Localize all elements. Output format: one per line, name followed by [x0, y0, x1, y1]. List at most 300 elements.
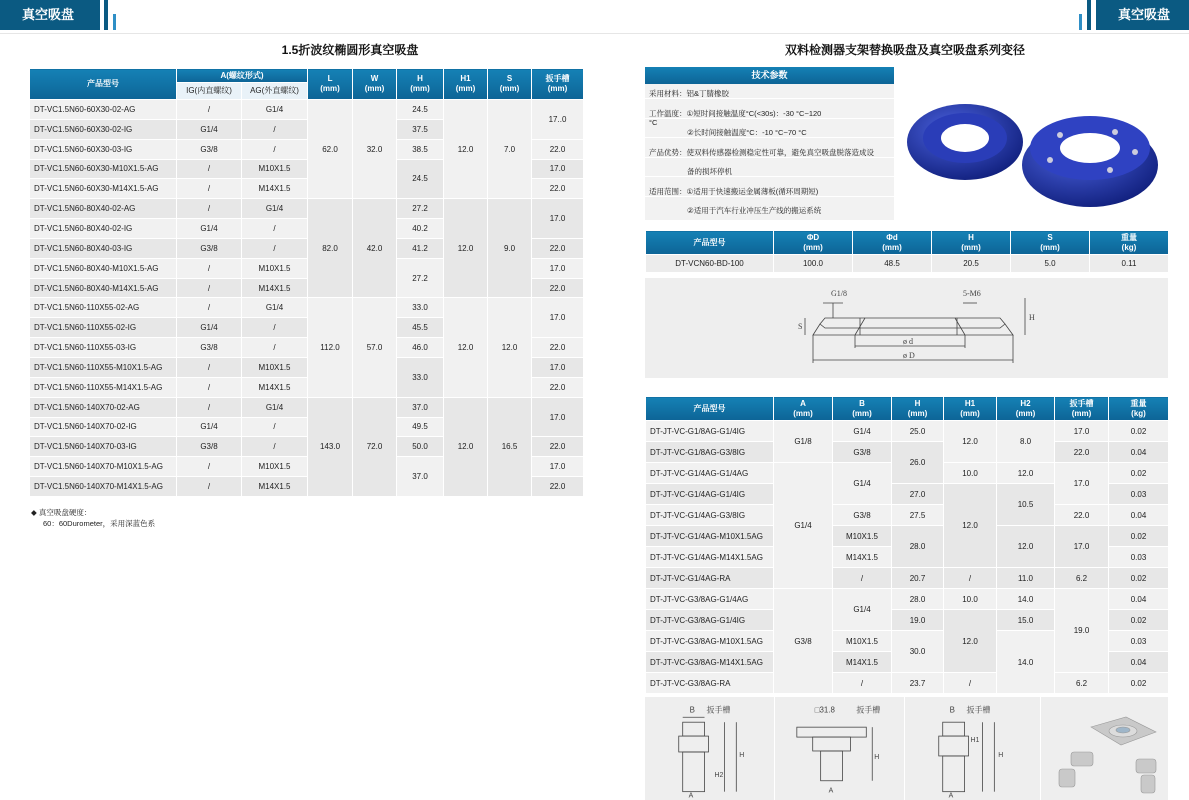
wrench-cell: 22.0 — [1055, 505, 1109, 526]
h1-cell: 12.0 — [444, 100, 488, 199]
h1-cell: 12.0 — [444, 397, 488, 496]
model-cell: DT-VC1.5N60-80X40-02-AG — [30, 199, 177, 219]
wrench-cell: 17.0 — [1055, 421, 1109, 442]
ag-cell: / — [242, 318, 308, 338]
b-cell: G1/4 — [833, 589, 892, 631]
h1-cell: 10.0 — [944, 589, 997, 610]
wrench-cell: 22.0 — [532, 437, 584, 457]
reducer-table — [645, 396, 1169, 694]
wrench-cell: 17..0 — [532, 100, 584, 140]
weight-cell: 0.02 — [1109, 463, 1169, 484]
mid-col-header — [932, 231, 1011, 255]
h-cell: 20.7 — [892, 568, 944, 589]
h-cell: 38.5 — [397, 139, 444, 159]
table-row — [646, 568, 1169, 589]
hardness-notes — [31, 507, 155, 529]
label-d-small: ø d — [903, 337, 913, 346]
spec-usage-2: ②适用于汽车行业冲压生产线的搬运系统 — [687, 206, 822, 215]
weight-cell: 0.02 — [1109, 610, 1169, 631]
section-tag-left: 真空吸盘 — [0, 0, 100, 30]
weight-cell: 0.04 — [1109, 589, 1169, 610]
model-cell: DT-VC1.5N60-110X55-02-AG — [30, 298, 177, 318]
model-cell: DT-VC1.5N60-80X40-M14X1.5-AG — [30, 278, 177, 298]
table-row — [646, 442, 1169, 463]
weight-cell: 0.03 — [1109, 631, 1169, 652]
diamond-bullet-icon: ◆ — [31, 508, 37, 517]
h2-cell: 10.5 — [997, 484, 1055, 526]
model-cell: DT-VC1.5N60-140X70-M14X1.5-AG — [30, 477, 177, 497]
bellows-cup-table — [29, 68, 584, 497]
mid-cell: 0.11 — [1090, 255, 1169, 273]
ig-cell: G1/4 — [177, 417, 242, 437]
ag-cell: M10X1.5 — [242, 258, 308, 278]
label-a: A — [948, 792, 954, 800]
model-cell: DT-JT-VC-G1/4AG-G1/4AG — [646, 463, 774, 484]
col-h: H (mm) — [397, 69, 444, 100]
header-text: 扳手槽 — [1069, 398, 1094, 408]
model-cell: DT-VC1.5N60-140X70-03-IG — [30, 437, 177, 457]
wrench-cell: 6.2 — [1055, 568, 1109, 589]
wrench-cell: 17.0 — [532, 397, 584, 437]
h2-cell: 14.0 — [997, 589, 1055, 610]
table-row — [646, 526, 1169, 547]
model-cell: DT-JT-VC-G1/4AG-M10X1.5AG — [646, 526, 774, 547]
model-cell: DT-VC1.5N60-80X40-M10X1.5-AG — [30, 258, 177, 278]
spec-usage: 适用范围：①适用于快速搬运金属薄板(循环周期短) — [645, 187, 894, 197]
ag-cell: / — [242, 417, 308, 437]
bot-col-header — [1109, 397, 1169, 421]
label-h: H — [739, 751, 745, 759]
ag-cell: G1/4 — [242, 100, 308, 120]
header-unit: (kg) — [1121, 242, 1137, 252]
col-model: 产品型号 — [30, 69, 177, 100]
label-h: H — [874, 753, 880, 761]
table-row — [30, 100, 584, 120]
weight-cell: 0.02 — [1109, 526, 1169, 547]
h-cell: 33.0 — [397, 357, 444, 397]
h-cell: 24.5 — [397, 100, 444, 120]
ag-cell: M10X1.5 — [242, 457, 308, 477]
b-cell: G3/8 — [833, 442, 892, 463]
weight-cell: 0.04 — [1109, 442, 1169, 463]
h-cell: 49.5 — [397, 417, 444, 437]
reducer-drawing-ag — [645, 697, 775, 800]
mid-cell: 48.5 — [853, 255, 932, 273]
tech-spec-header: 技术参数 — [645, 67, 894, 84]
header-unit: (mm) — [961, 242, 981, 252]
ig-cell: G3/8 — [177, 139, 242, 159]
ag-cell: / — [242, 219, 308, 239]
header-unit: (mm) — [1071, 408, 1092, 418]
model-cell: DT-VC1.5N60-60X30-M10X1.5-AG — [30, 159, 177, 179]
ag-cell: / — [242, 139, 308, 159]
ag-cell: M14X1.5 — [242, 278, 308, 298]
ig-cell: / — [177, 457, 242, 477]
a-cell: G3/8 — [774, 589, 833, 694]
mid-col-header — [774, 231, 853, 255]
model-cell: DT-JT-VC-G1/4AG-M14X1.5AG — [646, 547, 774, 568]
mid-col-header — [1011, 231, 1090, 255]
mid-cell: 5.0 — [1011, 255, 1090, 273]
table-row — [646, 673, 1169, 694]
weight-cell: 0.04 — [1109, 505, 1169, 526]
h-cell: 28.0 — [892, 526, 944, 568]
spec-advantage: 产品优势：使双料传感器检测稳定性可靠，避免真空吸盘脱落造成设 — [645, 148, 894, 158]
b-cell: M14X1.5 — [833, 547, 892, 568]
s-cell: 7.0 — [488, 100, 532, 199]
b-cell: / — [833, 568, 892, 589]
header-text: S — [1047, 232, 1053, 242]
b-cell: G1/4 — [833, 421, 892, 442]
mid-col-header — [646, 231, 774, 255]
ag-cell: G1/4 — [242, 298, 308, 318]
wrench-cell: 17.0 — [1055, 526, 1109, 568]
a-cell: G1/8 — [774, 421, 833, 463]
model-cell: DT-VC1.5N60-80X40-03-IG — [30, 238, 177, 258]
header-unit: (mm) — [793, 408, 813, 418]
header-text: 重量 — [1130, 398, 1147, 408]
bot-col-header — [774, 397, 833, 421]
bot-col-header — [997, 397, 1055, 421]
label-wrench: 扳手槽 — [706, 705, 731, 715]
bd-cup-drawing — [645, 278, 1168, 378]
header-text: Φd — [886, 232, 898, 242]
ig-cell: G3/8 — [177, 238, 242, 258]
header-unit: (mm) — [882, 242, 902, 252]
col-h1: H1 (mm) — [444, 69, 488, 100]
header-text: H2 — [1020, 398, 1031, 408]
col-w: W (mm) — [353, 69, 397, 100]
col-ag: AG(外直螺纹) — [242, 83, 308, 100]
model-cell: DT-VC1.5N60-140X70-02-IG — [30, 417, 177, 437]
l-cell: 82.0 — [308, 199, 353, 298]
ig-cell: / — [177, 199, 242, 219]
wrench-cell: 6.2 — [1055, 673, 1109, 694]
col-thread-group: A(螺纹形式) — [177, 69, 308, 83]
label-h2: H2 — [714, 771, 724, 779]
weight-cell: 0.02 — [1109, 568, 1169, 589]
h-cell: 37.0 — [397, 397, 444, 417]
table-row — [646, 505, 1169, 526]
reducer-drawings — [645, 697, 1168, 800]
model-cell: DT-VC1.5N60-60X30-02-IG — [30, 119, 177, 139]
h-cell: 23.7 — [892, 673, 944, 694]
ig-cell: / — [177, 258, 242, 278]
b-cell: / — [833, 673, 892, 694]
h-cell: 25.0 — [892, 421, 944, 442]
ag-cell: / — [242, 437, 308, 457]
h2-cell: 14.0 — [997, 631, 1055, 694]
table-row — [646, 421, 1169, 442]
header-text: H — [914, 398, 921, 408]
b-cell: M10X1.5 — [833, 526, 892, 547]
b-cell: G1/4 — [833, 463, 892, 505]
h-cell: 45.5 — [397, 318, 444, 338]
b-cell: G3/8 — [833, 505, 892, 526]
mid-cell: 100.0 — [774, 255, 853, 273]
h-cell: 46.0 — [397, 338, 444, 358]
h-cell: 30.0 — [892, 631, 944, 673]
wrench-cell: 19.0 — [1055, 589, 1109, 673]
ig-cell: G1/4 — [177, 318, 242, 338]
wrench-cell: 22.0 — [532, 477, 584, 497]
h1-cell: 12.0 — [944, 484, 997, 568]
col-wrench: 扳手槽 (mm) — [532, 69, 584, 100]
spec-material: 采用材料：铝&丁腈橡胶 — [645, 89, 894, 99]
h1-cell: 12.0 — [944, 421, 997, 463]
weight-cell: 0.03 — [1109, 547, 1169, 568]
header-unit: (mm) — [1040, 242, 1060, 252]
reducer-drawing-ig — [905, 697, 1041, 800]
tag-decor-bar — [104, 0, 108, 30]
label-h1: H1 — [970, 737, 980, 745]
header-unit: (kg) — [1131, 408, 1146, 418]
label-m6: 5-M6 — [963, 289, 981, 298]
h-cell: 27.5 — [892, 505, 944, 526]
left-page-title: 1.5折波纹椭圆形真空吸盘 — [281, 43, 419, 57]
header-text: H1 — [964, 398, 976, 408]
right-page-title: 双料检测器支架替换吸盘及真空吸盘系列变径 — [784, 43, 1025, 57]
mid-col-header — [853, 231, 932, 255]
h-cell: 24.5 — [397, 159, 444, 199]
wrench-cell: 17.0 — [1055, 463, 1109, 505]
h2-cell: 8.0 — [997, 421, 1055, 463]
mid-col-header — [1090, 231, 1169, 255]
h1-cell: / — [944, 673, 997, 694]
header-text: H — [968, 232, 974, 242]
tag-decor-bar — [113, 14, 116, 30]
model-cell: DT-JT-VC-G3/8AG-M14X1.5AG — [646, 652, 774, 673]
ig-cell: G1/4 — [177, 219, 242, 239]
mid-cell: 20.5 — [932, 255, 1011, 273]
model-cell: DT-JT-VC-G3/8AG-RA — [646, 673, 774, 694]
model-cell: DT-VC1.5N60-110X55-02-IG — [30, 318, 177, 338]
l-cell: 62.0 — [308, 100, 353, 199]
ig-cell: G3/8 — [177, 338, 242, 358]
label-g18: G1/8 — [831, 289, 847, 298]
tech-spec-box — [645, 67, 894, 220]
label-s: S — [798, 322, 803, 331]
ag-cell: M10X1.5 — [242, 357, 308, 377]
ag-cell: / — [242, 338, 308, 358]
bot-col-header — [646, 397, 774, 421]
wrench-cell: 22.0 — [532, 278, 584, 298]
ig-cell: G1/4 — [177, 119, 242, 139]
header-unit: (mm) — [960, 408, 980, 418]
bot-col-header — [944, 397, 997, 421]
reducer-product-photo — [1041, 697, 1168, 800]
ag-cell: / — [242, 119, 308, 139]
header-text: 产品型号 — [693, 403, 726, 413]
weight-cell: 0.04 — [1109, 652, 1169, 673]
model-cell: DT-VC1.5N60-140X70-M10X1.5-AG — [30, 457, 177, 477]
spec-temp-unit: °C — [649, 118, 658, 127]
h-cell: 28.0 — [892, 589, 944, 610]
h-cell: 40.2 — [397, 219, 444, 239]
ig-cell: / — [177, 159, 242, 179]
model-cell: DT-JT-VC-G1/4AG-RA — [646, 568, 774, 589]
col-l: L (mm) — [308, 69, 353, 100]
h-cell: 27.0 — [892, 484, 944, 505]
label-square: □31.8 — [814, 705, 835, 715]
model-cell: DT-JT-VC-G1/4AG-G3/8IG — [646, 505, 774, 526]
h1-cell: 10.0 — [944, 463, 997, 484]
header-unit: (mm) — [1015, 408, 1036, 418]
b-cell: M14X1.5 — [833, 652, 892, 673]
table-row — [30, 298, 584, 318]
model-cell: DT-JT-VC-G3/8AG-G1/4AG — [646, 589, 774, 610]
header-text: ΦD — [806, 232, 820, 242]
ig-cell: / — [177, 397, 242, 417]
suction-cup-photo — [900, 70, 1170, 215]
wrench-cell: 22.0 — [532, 238, 584, 258]
spec-advantage-cont: 备的损坏停机 — [645, 167, 894, 177]
model-cell: DT-JT-VC-G3/8AG-G1/4IG — [646, 610, 774, 631]
ig-cell: / — [177, 377, 242, 397]
wrench-cell: 22.0 — [532, 377, 584, 397]
ag-cell: M14X1.5 — [242, 477, 308, 497]
note-line: 真空吸盘硬度： — [38, 508, 92, 517]
weight-cell: 0.02 — [1109, 421, 1169, 442]
model-cell: DT-VC1.5N60-110X55-03-IG — [30, 338, 177, 358]
wrench-cell: 17.0 — [532, 258, 584, 278]
label-h: H — [1029, 313, 1035, 322]
spec-temp-short: 工作温度：①短时间接触温度°C(<30s)：-30 °C~120 — [645, 109, 894, 119]
label-wrench: 扳手槽 — [856, 705, 881, 715]
label-d-big: ø D — [903, 351, 915, 360]
note-line: 60：60Durometer，采用深蓝色系 — [43, 519, 156, 528]
label-h: H — [998, 751, 1004, 759]
h1-cell: 12.0 — [944, 610, 997, 673]
ag-cell: / — [242, 238, 308, 258]
wrench-cell: 22.0 — [532, 139, 584, 159]
header-text: B — [859, 398, 865, 408]
h-cell: 50.0 — [397, 437, 444, 457]
header-text: A — [800, 398, 806, 408]
header-text: 重量 — [1121, 232, 1137, 242]
w-cell: 57.0 — [353, 298, 397, 397]
model-cell: DT-VC1.5N60-60X30-M14X1.5-AG — [30, 179, 177, 199]
h-cell: 33.0 — [397, 298, 444, 318]
header-divider — [0, 33, 1189, 34]
header-unit: (mm) — [907, 408, 928, 418]
label-b: B — [949, 705, 955, 715]
wrench-cell: 17.0 — [532, 159, 584, 179]
ag-cell: M14X1.5 — [242, 377, 308, 397]
l-cell: 112.0 — [308, 298, 353, 397]
wrench-cell: 17.0 — [532, 357, 584, 377]
w-cell: 72.0 — [353, 397, 397, 496]
ag-cell: G1/4 — [242, 397, 308, 417]
h1-cell: 12.0 — [444, 199, 488, 298]
bot-col-header — [833, 397, 892, 421]
h-cell: 37.0 — [397, 457, 444, 497]
h-cell: 27.2 — [397, 258, 444, 298]
header-unit: (mm) — [852, 408, 872, 418]
label-a: A — [828, 787, 834, 795]
ig-cell: / — [177, 298, 242, 318]
model-cell: DT-VC1.5N60-110X55-M14X1.5-AG — [30, 377, 177, 397]
bot-col-header — [892, 397, 944, 421]
model-cell: DT-VC1.5N60-140X70-02-AG — [30, 397, 177, 417]
spec-temp-long: ②长时间接触温度°C：-10 °C~70 °C — [645, 128, 894, 138]
w-cell: 32.0 — [353, 100, 397, 199]
tag-decor-bar — [1079, 14, 1082, 30]
ag-cell: G1/4 — [242, 199, 308, 219]
label-b: B — [689, 705, 695, 715]
ig-cell: / — [177, 100, 242, 120]
ig-cell: G3/8 — [177, 437, 242, 457]
tag-decor-bar — [1087, 0, 1091, 30]
wrench-cell: 17.0 — [532, 457, 584, 477]
s-cell: 16.5 — [488, 397, 532, 496]
table-row — [646, 589, 1169, 610]
wrench-cell: 17.0 — [532, 199, 584, 239]
ag-cell: M10X1.5 — [242, 159, 308, 179]
model-cell: DT-JT-VC-G1/8AG-G3/8IG — [646, 442, 774, 463]
header-text: 产品型号 — [693, 237, 726, 247]
ig-cell: / — [177, 278, 242, 298]
table-row — [30, 199, 584, 219]
h1-cell: 12.0 — [444, 298, 488, 397]
s-cell: 12.0 — [488, 298, 532, 397]
weight-cell: 0.03 — [1109, 484, 1169, 505]
ag-cell: M14X1.5 — [242, 179, 308, 199]
s-cell: 9.0 — [488, 199, 532, 298]
h-cell: 27.2 — [397, 199, 444, 219]
model-cell: DT-VC1.5N60-110X55-M10X1.5-AG — [30, 357, 177, 377]
col-s: S (mm) — [488, 69, 532, 100]
header-unit: (mm) — [803, 242, 823, 252]
h2-cell: 12.0 — [997, 526, 1055, 568]
a-cell: G1/4 — [774, 463, 833, 589]
col-ig: IG(内直螺纹) — [177, 83, 242, 100]
weight-cell: 0.02 — [1109, 673, 1169, 694]
model-cell: DT-VC1.5N60-60X30-03-IG — [30, 139, 177, 159]
model-cell: DT-JT-VC-G1/4AG-G1/4IG — [646, 484, 774, 505]
w-cell: 42.0 — [353, 199, 397, 298]
h-cell: 37.5 — [397, 119, 444, 139]
wrench-cell: 22.0 — [532, 338, 584, 358]
section-tag-right: 真空吸盘 — [1096, 0, 1189, 30]
ig-cell: / — [177, 477, 242, 497]
model-cell: DT-JT-VC-G1/8AG-G1/4IG — [646, 421, 774, 442]
wrench-cell: 22.0 — [532, 179, 584, 199]
wrench-cell: 17.0 — [532, 298, 584, 338]
h-cell: 19.0 — [892, 610, 944, 631]
bot-col-header — [1055, 397, 1109, 421]
model-cell: DT-VC1.5N60-60X30-02-AG — [30, 100, 177, 120]
h-cell: 41.2 — [397, 238, 444, 258]
model-cell: DT-JT-VC-G3/8AG-M10X1.5AG — [646, 631, 774, 652]
bd-cup-table — [645, 230, 1169, 273]
table-row — [30, 397, 584, 417]
h2-cell: 15.0 — [997, 610, 1055, 631]
model-cell: DT-VC1.5N60-80X40-02-IG — [30, 219, 177, 239]
wrench-cell: 22.0 — [1055, 442, 1109, 463]
b-cell: M10X1.5 — [833, 631, 892, 652]
h1-cell: / — [944, 568, 997, 589]
h-cell: 26.0 — [892, 442, 944, 484]
ig-cell: / — [177, 179, 242, 199]
label-wrench: 扳手槽 — [966, 705, 991, 715]
ig-cell: / — [177, 357, 242, 377]
h2-cell: 11.0 — [997, 568, 1055, 589]
h2-cell: 12.0 — [997, 463, 1055, 484]
reducer-drawing-ra — [775, 697, 905, 800]
mid-cell: DT-VCN60-BD-100 — [646, 255, 774, 273]
label-a: A — [688, 792, 694, 800]
